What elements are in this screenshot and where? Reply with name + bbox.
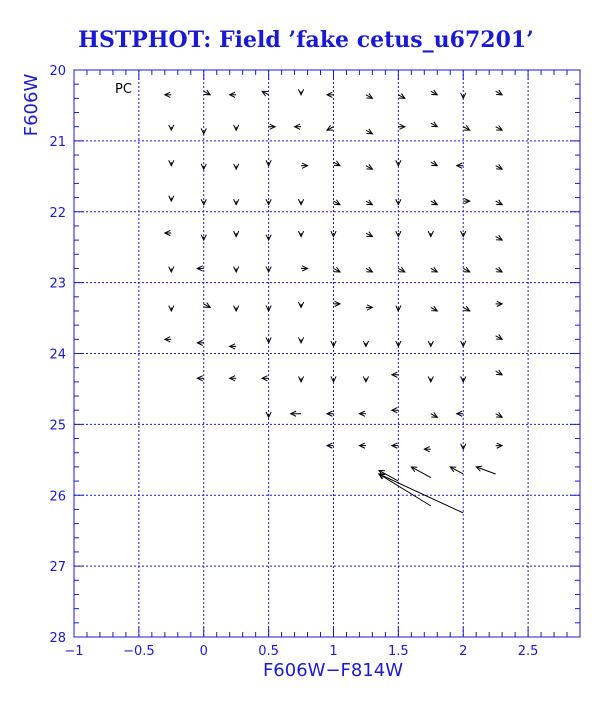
y-tick-label: 20 [49, 64, 66, 79]
y-tick-label: 23 [49, 276, 66, 292]
y-tick-label: 24 [49, 347, 66, 363]
y-tick-label: 25 [49, 418, 66, 434]
y-tick-label: 22 [49, 205, 66, 221]
x-tick-label: 0 [199, 644, 208, 659]
x-tick-label: −1 [64, 644, 84, 659]
y-tick-label: 27 [49, 560, 66, 576]
x-axis-label: F606W−F814W [262, 660, 404, 681]
chart-title: HSTPHOT: Field ’fake cetus_u67201’ [78, 27, 534, 53]
y-axis-label: F606W [21, 73, 42, 137]
x-tick-label: −0.5 [123, 644, 155, 659]
x-tick-label: 0.5 [258, 644, 279, 659]
y-tick-label: 28 [49, 631, 66, 646]
x-tick-label: 2.5 [517, 644, 539, 659]
panel-label: PC [115, 82, 132, 97]
x-tick-label: 1.5 [388, 644, 409, 659]
x-tick-label: 2 [459, 644, 468, 659]
x-tick-label: 1 [329, 644, 338, 659]
y-tick-label: 26 [49, 489, 66, 505]
y-tick-label: 21 [49, 134, 66, 150]
